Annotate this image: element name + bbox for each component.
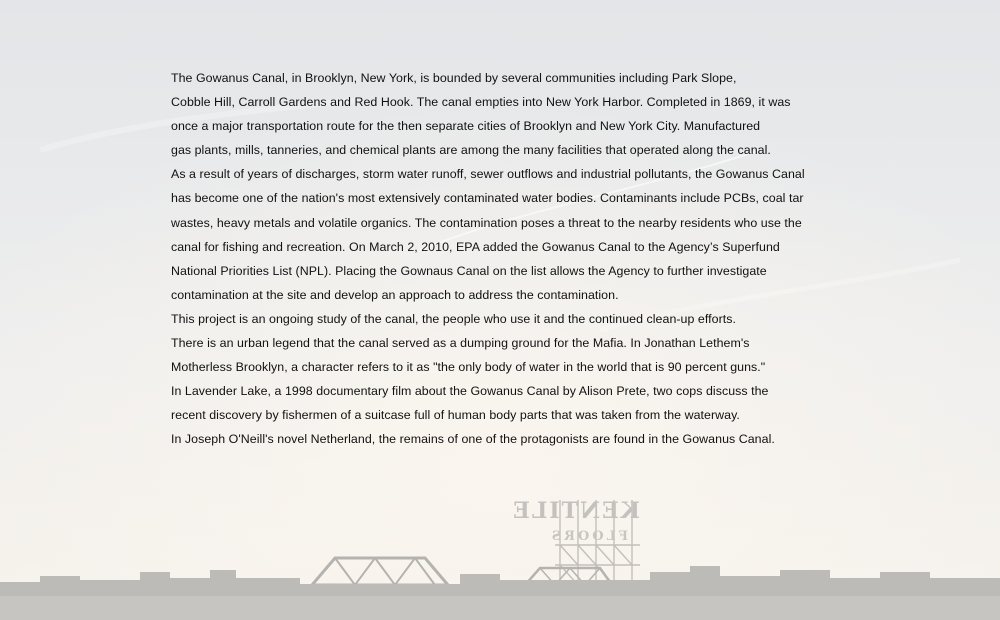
text-line: wastes, heavy metals and volatile organics. The contamination poses a threat to the nearby residents who use the <box>171 215 802 230</box>
canal-description <box>171 66 871 452</box>
text-line: This project is an ongoing study of the canal, the people who use it and the continued clean-up efforts. <box>171 311 736 326</box>
text-line: The Gowanus Canal, in Brooklyn, New York, is bounded by several communities including Park Slope, <box>171 71 737 85</box>
text-line: has become one of the nation's most extensively contaminated water bodies. Contaminants include PCBs, coal tar <box>171 191 804 206</box>
text-line: As a result of years of discharges, storm water runoff, sewer outflows and industrial pollutants, the Gowanus Canal <box>171 167 805 182</box>
ground-band <box>0 596 1000 620</box>
text-line: In Joseph O'Neill's novel Netherland, the remains of one of the protagonists are found in the Gowanus Canal. <box>171 432 775 447</box>
text-line: once a major transportation route for the then separate cities of Brooklyn and New York City. Manufactured <box>171 119 761 134</box>
text-line: gas plants, mills, tanneries, and chemical plants are among the many facilities that operated along the canal. <box>171 143 771 158</box>
text-line: In Lavender Lake, a 1998 documentary film about the Gowanus Canal by Alison Prete, two cops discuss the <box>171 384 769 399</box>
text-line: recent discovery by fishermen of a suitcase full of human body parts that was taken from the waterway. <box>171 408 740 423</box>
text-line: contamination at the site and develop an approach to address the contamination. <box>171 287 619 302</box>
text-line: canal for fishing and recreation. On March 2, 2010, EPA added the Gowanus Canal to the Agency’s Superfund <box>171 239 780 254</box>
text-line: Motherless Brooklyn, a character refers to it as "the only body of water in the world that is 90 percent guns." <box>171 360 766 375</box>
text-line: There is an urban legend that the canal served as a dumping ground for the Mafia. In Jonathan Lethem's <box>171 336 750 351</box>
text-line: Cobble Hill, Carroll Gardens and Red Hook. The canal empties into New York Harbor. Completed in 1869, it was <box>171 95 791 110</box>
sign-letters-lower: FLOORS <box>548 529 628 544</box>
text-line: National Priorities List (NPL). Placing the Gownaus Canal on the list allows the Agency to further investigate <box>171 263 767 278</box>
sign-letters: KENTILE <box>511 498 640 524</box>
